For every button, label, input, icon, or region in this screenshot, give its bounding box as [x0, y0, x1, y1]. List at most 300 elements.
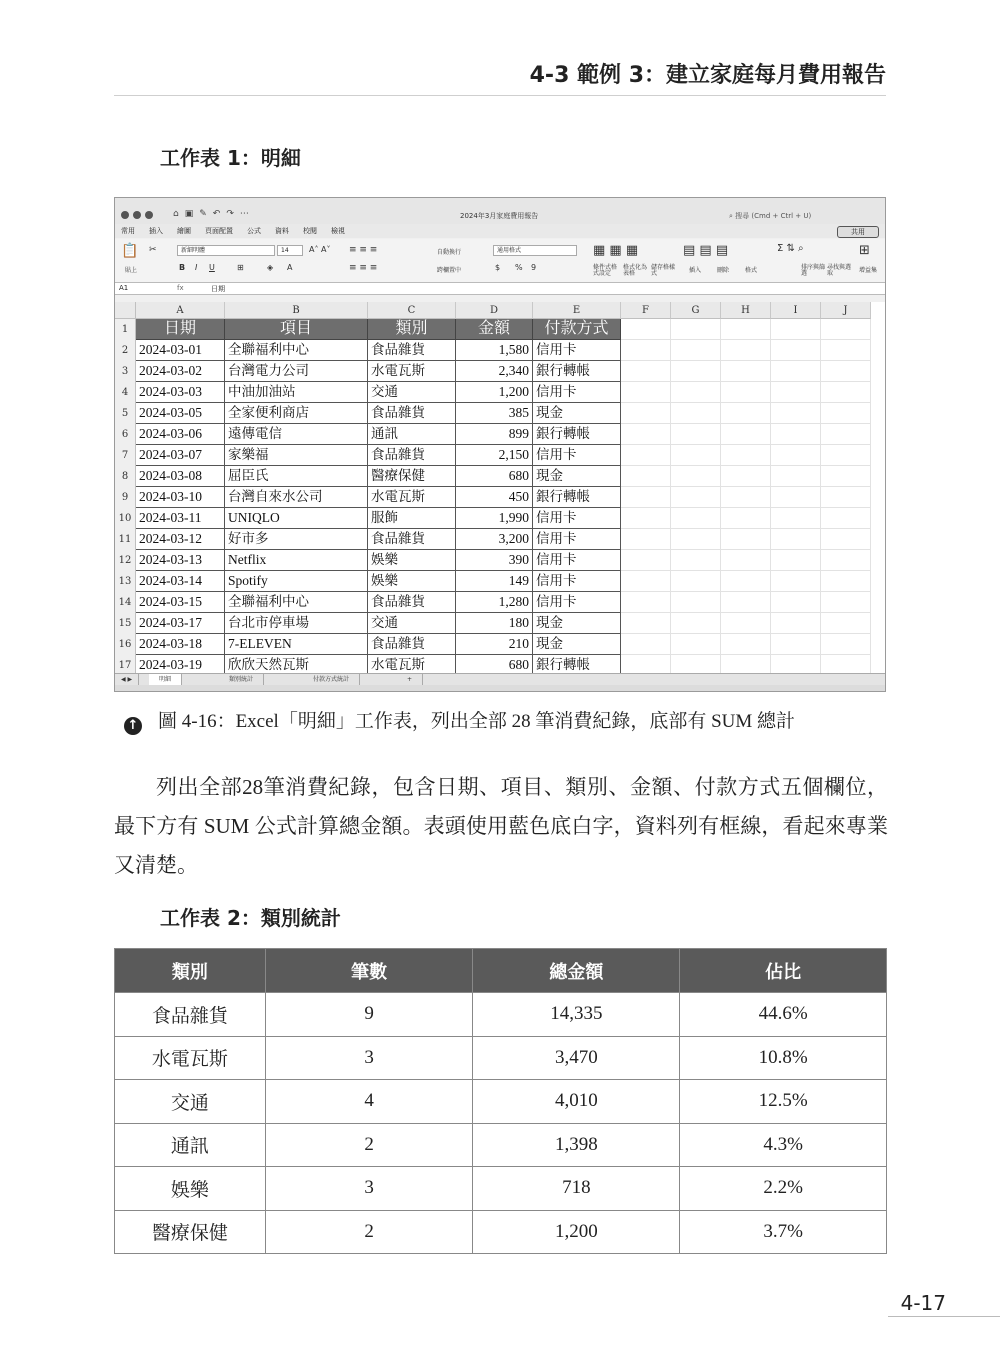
row-header[interactable]: 12: [115, 550, 136, 571]
data-cell[interactable]: 台灣自來水公司: [225, 487, 368, 508]
table-cell: 4.3%: [680, 1123, 887, 1167]
border-icon[interactable]: ⊞: [237, 263, 244, 272]
table-cell: 3: [265, 1167, 473, 1211]
add-sheet-button[interactable]: +: [397, 674, 423, 685]
empty-cell[interactable]: [771, 361, 821, 382]
row-header[interactable]: 10: [115, 508, 136, 529]
empty-cell[interactable]: [821, 424, 871, 445]
empty-cell[interactable]: [771, 634, 821, 655]
empty-cell[interactable]: [821, 550, 871, 571]
data-cell[interactable]: 食品雜貨: [368, 634, 456, 655]
empty-cell[interactable]: [771, 592, 821, 613]
empty-cell[interactable]: [821, 487, 871, 508]
data-cell[interactable]: 現金: [533, 634, 621, 655]
empty-cell[interactable]: [821, 319, 871, 340]
table-cell: 醫療保健: [115, 1210, 266, 1254]
sort-filter-button[interactable]: 排序與篩選: [801, 264, 826, 277]
table-cell: 通訊: [115, 1123, 266, 1167]
empty-cell[interactable]: [771, 445, 821, 466]
empty-cell[interactable]: [721, 340, 771, 361]
data-cell[interactable]: 2024-03-01: [136, 340, 225, 361]
data-cell[interactable]: 2024-03-13: [136, 550, 225, 571]
empty-cell[interactable]: [771, 508, 821, 529]
data-cell[interactable]: 銀行轉帳: [533, 361, 621, 382]
align-top-icon[interactable]: ≡ ≡ ≡: [349, 245, 378, 255]
data-cell[interactable]: 680: [456, 655, 533, 676]
row-header[interactable]: 16: [115, 634, 136, 655]
row-header[interactable]: 14: [115, 592, 136, 613]
data-cell[interactable]: 現金: [533, 466, 621, 487]
table-cell: 4: [265, 1080, 473, 1124]
save-icon[interactable]: ▣: [184, 209, 194, 219]
empty-cell[interactable]: [821, 382, 871, 403]
data-cell[interactable]: 信用卡: [533, 508, 621, 529]
data-cell[interactable]: 家樂福: [225, 445, 368, 466]
column-header: 總金額: [473, 949, 680, 993]
empty-cell[interactable]: [621, 403, 671, 424]
home-icon[interactable]: ⌂: [173, 209, 179, 219]
row-header[interactable]: 7: [115, 445, 136, 466]
cell-style-button[interactable]: 儲存格樣式: [651, 264, 676, 277]
merge-center-button[interactable]: 跨欄置中: [437, 267, 462, 274]
empty-cell[interactable]: [671, 529, 721, 550]
data-cell[interactable]: 食品雜貨: [368, 529, 456, 550]
data-cell[interactable]: 1,280: [456, 592, 533, 613]
data-cell[interactable]: 2024-03-17: [136, 613, 225, 634]
figure-caption: [124, 706, 795, 735]
ribbon-tab[interactable]: 常用: [121, 227, 135, 235]
empty-cell[interactable]: [721, 592, 771, 613]
empty-cell[interactable]: [671, 361, 721, 382]
data-cell[interactable]: 2024-03-10: [136, 487, 225, 508]
data-cell[interactable]: 食品雜貨: [368, 445, 456, 466]
empty-cell[interactable]: [821, 445, 871, 466]
font-size-select[interactable]: 14: [277, 245, 303, 256]
row-header[interactable]: 3: [115, 361, 136, 382]
data-cell[interactable]: 銀行轉帳: [533, 487, 621, 508]
data-cell[interactable]: 2024-03-08: [136, 466, 225, 487]
table-cell: 718: [473, 1167, 680, 1211]
empty-cell[interactable]: [721, 361, 771, 382]
row-header[interactable]: 1: [115, 319, 136, 340]
empty-cell[interactable]: [721, 382, 771, 403]
column-header[interactable]: G: [671, 302, 721, 319]
data-cell[interactable]: 全聯福利中心: [225, 340, 368, 361]
empty-cell[interactable]: [671, 382, 721, 403]
empty-cell[interactable]: [671, 508, 721, 529]
minimize-window-icon[interactable]: [133, 211, 141, 219]
column-header[interactable]: H: [721, 302, 771, 319]
empty-cell[interactable]: [621, 466, 671, 487]
header-rule: [114, 95, 886, 96]
figure-icon: ↑: [124, 717, 142, 735]
data-cell[interactable]: 149: [456, 571, 533, 592]
font-color-icon[interactable]: A: [287, 263, 293, 272]
data-cell[interactable]: 2024-03-06: [136, 424, 225, 445]
empty-cell[interactable]: [721, 445, 771, 466]
empty-cell[interactable]: [671, 319, 721, 340]
data-cell[interactable]: 信用卡: [533, 571, 621, 592]
data-cell[interactable]: 899: [456, 424, 533, 445]
data-cell[interactable]: 2,150: [456, 445, 533, 466]
data-cell[interactable]: 食品雜貨: [368, 340, 456, 361]
row-header[interactable]: 15: [115, 613, 136, 634]
data-cell[interactable]: 2,340: [456, 361, 533, 382]
data-cell[interactable]: 全家便利商店: [225, 403, 368, 424]
table-row: [115, 1036, 887, 1080]
number-format-select[interactable]: 通用格式: [493, 245, 577, 256]
data-cell[interactable]: 2024-03-12: [136, 529, 225, 550]
data-cell[interactable]: 2024-03-05: [136, 403, 225, 424]
empty-cell[interactable]: [671, 340, 721, 361]
percent-button[interactable]: %: [515, 263, 523, 272]
table-cell: 1,200: [473, 1210, 680, 1254]
data-cell[interactable]: 180: [456, 613, 533, 634]
data-cell[interactable]: 1,200: [456, 382, 533, 403]
ribbon-tab[interactable]: 校閱: [303, 227, 317, 235]
data-cell[interactable]: 台北市停車場: [225, 613, 368, 634]
empty-cell[interactable]: [771, 382, 821, 403]
bold-icon[interactable]: B: [179, 263, 186, 272]
close-window-icon[interactable]: [121, 211, 129, 219]
data-cell[interactable]: 210: [456, 634, 533, 655]
empty-cell[interactable]: [771, 487, 821, 508]
data-cell[interactable]: 交通: [368, 613, 456, 634]
format-table-button[interactable]: 格式化為表格: [623, 264, 648, 277]
empty-cell[interactable]: [621, 445, 671, 466]
table-row: [136, 487, 886, 508]
table-cell: 10.8%: [680, 1036, 887, 1080]
row-header[interactable]: 4: [115, 382, 136, 403]
data-cell[interactable]: 現金: [533, 613, 621, 634]
empty-cell[interactable]: [671, 487, 721, 508]
column-header[interactable]: I: [771, 302, 821, 319]
empty-cell[interactable]: [771, 466, 821, 487]
data-cell[interactable]: 水電瓦斯: [368, 361, 456, 382]
empty-cell[interactable]: [771, 340, 821, 361]
sheet-tabs: [115, 673, 885, 685]
row-header[interactable]: 6: [115, 424, 136, 445]
row-header[interactable]: 8: [115, 466, 136, 487]
sheet-tab[interactable]: 付款方式統計: [303, 674, 360, 685]
conditional-format-icon[interactable]: ▦ ▦ ▦: [593, 243, 639, 258]
header-cell[interactable]: 日期: [136, 319, 225, 340]
ribbon-tabs: [115, 224, 885, 238]
font-size-up-icon[interactable]: A˄ A˅: [309, 245, 331, 254]
category-stats-table: [114, 948, 887, 1254]
name-box[interactable]: A1: [119, 284, 129, 292]
data-cell[interactable]: 2024-03-07: [136, 445, 225, 466]
cells-icon[interactable]: ▤ ▤ ▤: [683, 243, 729, 258]
empty-cell[interactable]: [771, 529, 821, 550]
wrap-text-button[interactable]: 自動換行: [437, 249, 462, 256]
ribbon-tab[interactable]: 插入: [149, 227, 163, 235]
data-cell[interactable]: 2024-03-11: [136, 508, 225, 529]
table-row: [136, 634, 886, 655]
data-cell[interactable]: 食品雜貨: [368, 592, 456, 613]
empty-cell[interactable]: [621, 361, 671, 382]
empty-cell[interactable]: [621, 382, 671, 403]
empty-cell[interactable]: [821, 403, 871, 424]
column-header[interactable]: D: [456, 302, 533, 319]
empty-cell[interactable]: [671, 466, 721, 487]
data-cell[interactable]: 水電瓦斯: [368, 655, 456, 676]
empty-cell[interactable]: [721, 550, 771, 571]
insert-button[interactable]: 插入: [689, 267, 702, 274]
column-header[interactable]: J: [821, 302, 871, 319]
delete-button[interactable]: 刪除: [717, 267, 730, 274]
ribbon-tab[interactable]: 檢視: [331, 227, 345, 235]
sheet-tab[interactable]: 類別統計: [219, 674, 264, 685]
search-placeholder: 搜尋 (Cmd + Ctrl + U): [735, 212, 812, 220]
table-cell: 44.6%: [680, 993, 887, 1037]
comma-button[interactable]: 9: [531, 263, 537, 272]
more-icon[interactable]: ⋯: [239, 209, 249, 219]
data-cell[interactable]: 交通: [368, 382, 456, 403]
row-header[interactable]: 11: [115, 529, 136, 550]
empty-cell[interactable]: [721, 403, 771, 424]
empty-cell[interactable]: [821, 613, 871, 634]
row-header[interactable]: 9: [115, 487, 136, 508]
table-row: [136, 403, 886, 424]
data-cell[interactable]: 銀行轉帳: [533, 424, 621, 445]
empty-cell[interactable]: [771, 403, 821, 424]
data-cell[interactable]: 信用卡: [533, 550, 621, 571]
data-cell[interactable]: 水電瓦斯: [368, 487, 456, 508]
table-row: [136, 571, 886, 592]
empty-cell[interactable]: [771, 424, 821, 445]
empty-cell[interactable]: [821, 634, 871, 655]
data-cell[interactable]: 銀行轉帳: [533, 655, 621, 676]
sheet-header-row: [136, 319, 886, 340]
sheet-nav-arrows-icon[interactable]: ◀ ▶: [115, 674, 139, 685]
data-cell[interactable]: 全聯福利中心: [225, 592, 368, 613]
empty-cell[interactable]: [671, 403, 721, 424]
share-button[interactable]: 共用: [837, 226, 879, 238]
data-cell[interactable]: 食品雜貨: [368, 403, 456, 424]
empty-cell[interactable]: [721, 613, 771, 634]
empty-cell[interactable]: [621, 340, 671, 361]
table-row: [115, 1210, 887, 1254]
empty-cell[interactable]: [671, 634, 721, 655]
currency-button[interactable]: $: [495, 263, 501, 272]
empty-cell[interactable]: [621, 571, 671, 592]
table-row: [136, 550, 886, 571]
running-header: 4-3 範例 3：建立家庭每月費用報告: [529, 63, 886, 88]
empty-cell[interactable]: [821, 466, 871, 487]
redo-icon[interactable]: ↷: [226, 209, 234, 219]
column-header[interactable]: C: [368, 302, 456, 319]
format-button[interactable]: 格式: [745, 267, 758, 274]
column-header[interactable]: F: [621, 302, 671, 319]
data-cell[interactable]: 通訊: [368, 424, 456, 445]
paste-label: 貼上: [125, 267, 138, 274]
row-header[interactable]: 5: [115, 403, 136, 424]
data-cell[interactable]: 信用卡: [533, 445, 621, 466]
data-cell[interactable]: 385: [456, 403, 533, 424]
sheet-tab[interactable]: 明細: [149, 674, 182, 685]
ribbon-tab[interactable]: 繪圖: [177, 227, 191, 235]
row-header[interactable]: 17: [115, 655, 136, 676]
empty-cell[interactable]: [621, 550, 671, 571]
data-cell[interactable]: 信用卡: [533, 592, 621, 613]
window-controls[interactable]: [121, 211, 153, 219]
empty-cell[interactable]: [621, 634, 671, 655]
table-row: [136, 445, 886, 466]
data-cell[interactable]: 信用卡: [533, 382, 621, 403]
table-row: [115, 1167, 887, 1211]
empty-cell[interactable]: [671, 424, 721, 445]
empty-cell[interactable]: [721, 508, 771, 529]
column-header[interactable]: E: [533, 302, 621, 319]
paste-icon[interactable]: 📋: [121, 243, 139, 259]
data-cell[interactable]: Spotify: [225, 571, 368, 592]
column-header: 類別: [115, 949, 266, 993]
data-cell[interactable]: 1,580: [456, 340, 533, 361]
data-cell[interactable]: Netflix: [225, 550, 368, 571]
conditional-format-button[interactable]: 條件式格式設定: [593, 264, 618, 277]
data-cell[interactable]: 2024-03-19: [136, 655, 225, 676]
table-cell: 食品雜貨: [115, 993, 266, 1037]
data-cell[interactable]: 遠傳電信: [225, 424, 368, 445]
empty-cell[interactable]: [771, 319, 821, 340]
data-cell[interactable]: 680: [456, 466, 533, 487]
table-cell: 14,335: [473, 993, 680, 1037]
empty-cell[interactable]: [621, 487, 671, 508]
italic-icon[interactable]: I: [195, 263, 198, 272]
empty-cell[interactable]: [621, 319, 671, 340]
row-header[interactable]: 13: [115, 571, 136, 592]
empty-cell[interactable]: [671, 592, 721, 613]
empty-cell[interactable]: [721, 634, 771, 655]
table-row: [115, 1080, 887, 1124]
data-cell[interactable]: 信用卡: [533, 529, 621, 550]
align-left-icon[interactable]: ≡ ≡ ≡: [349, 263, 378, 273]
table-cell: 3: [265, 1036, 473, 1080]
empty-cell[interactable]: [671, 571, 721, 592]
empty-cell[interactable]: [721, 466, 771, 487]
header-cell[interactable]: 類別: [368, 319, 456, 340]
empty-cell[interactable]: [721, 424, 771, 445]
ribbon-tab[interactable]: 頁面配置: [205, 227, 233, 235]
row-header[interactable]: 2: [115, 340, 136, 361]
underline-icon[interactable]: U: [209, 263, 215, 272]
undo-icon[interactable]: ↶: [212, 209, 221, 219]
data-cell[interactable]: 450: [456, 487, 533, 508]
empty-cell[interactable]: [821, 508, 871, 529]
table-row: [115, 1123, 887, 1167]
empty-cell[interactable]: [621, 613, 671, 634]
empty-cell[interactable]: [771, 613, 821, 634]
data-cell[interactable]: 1,990: [456, 508, 533, 529]
function-icon[interactable]: fx: [177, 284, 184, 292]
table-cell: 12.5%: [680, 1080, 887, 1124]
empty-cell[interactable]: [771, 571, 821, 592]
header-cell[interactable]: 項目: [225, 319, 368, 340]
autosum-icon[interactable]: Σ ⇅ ⌕: [777, 243, 804, 254]
empty-cell[interactable]: [671, 550, 721, 571]
data-cell[interactable]: 390: [456, 550, 533, 571]
spreadsheet-grid: [115, 302, 885, 673]
find-select-button[interactable]: 尋找與選取: [827, 264, 852, 277]
ribbon-tab[interactable]: 公式: [247, 227, 261, 235]
zoom-window-icon[interactable]: [145, 211, 153, 219]
data-cell[interactable]: 2024-03-03: [136, 382, 225, 403]
window-titlebar: [115, 198, 885, 224]
cut-icon[interactable]: ✂: [149, 245, 157, 255]
column-header[interactable]: A: [136, 302, 225, 319]
data-cell[interactable]: 3,200: [456, 529, 533, 550]
fill-color-icon[interactable]: ◈: [267, 263, 274, 272]
column-header[interactable]: B: [225, 302, 368, 319]
caption-text: 圖 4-16：Excel「明細」工作表，列出全部 28 筆消費紀錄，底部有 SUM 總計: [158, 711, 796, 732]
empty-cell[interactable]: [721, 571, 771, 592]
search-icon: ⌕: [729, 212, 733, 220]
table-cell: 9: [265, 993, 473, 1037]
data-cell[interactable]: 2024-03-18: [136, 634, 225, 655]
empty-cell[interactable]: [621, 529, 671, 550]
data-cell[interactable]: 好市多: [225, 529, 368, 550]
data-cell[interactable]: 屈臣氏: [225, 466, 368, 487]
data-cell[interactable]: 2024-03-14: [136, 571, 225, 592]
data-cell[interactable]: 2024-03-02: [136, 361, 225, 382]
empty-cell[interactable]: [821, 529, 871, 550]
select-all-corner[interactable]: [115, 302, 136, 319]
data-cell[interactable]: 信用卡: [533, 340, 621, 361]
font-name-select[interactable]: 新細明體: [177, 245, 275, 256]
data-cell[interactable]: 7-ELEVEN: [225, 634, 368, 655]
addins-button[interactable]: 增益集: [859, 267, 878, 274]
empty-cell[interactable]: [671, 445, 721, 466]
empty-cell[interactable]: [821, 592, 871, 613]
data-cell[interactable]: 醫療保健: [368, 466, 456, 487]
empty-cell[interactable]: [621, 592, 671, 613]
empty-cell[interactable]: [771, 550, 821, 571]
header-cell[interactable]: 付款方式: [533, 319, 621, 340]
empty-cell[interactable]: [721, 487, 771, 508]
data-cell[interactable]: 中油加油站: [225, 382, 368, 403]
table-row: [136, 361, 886, 382]
ribbon-tab[interactable]: 資料: [275, 227, 289, 235]
table-cell: 3,470: [473, 1036, 680, 1080]
data-cell[interactable]: 台灣電力公司: [225, 361, 368, 382]
formula-input[interactable]: 日期: [211, 285, 225, 293]
empty-cell[interactable]: [621, 508, 671, 529]
empty-cell[interactable]: [821, 340, 871, 361]
empty-cell[interactable]: [621, 424, 671, 445]
data-cell[interactable]: 現金: [533, 403, 621, 424]
data-cell[interactable]: 2024-03-15: [136, 592, 225, 613]
table-row: [136, 466, 886, 487]
empty-cell[interactable]: [821, 571, 871, 592]
search-box[interactable]: [729, 211, 811, 221]
header-cell[interactable]: 金額: [456, 319, 533, 340]
empty-cell[interactable]: [721, 319, 771, 340]
data-cell[interactable]: 娛樂: [368, 550, 456, 571]
empty-cell[interactable]: [671, 613, 721, 634]
data-cell[interactable]: UNIQLO: [225, 508, 368, 529]
addins-icon[interactable]: ⊞: [859, 243, 870, 258]
table-row: [136, 529, 886, 550]
table-row: [115, 993, 887, 1037]
empty-cell[interactable]: [721, 529, 771, 550]
table-row: [136, 613, 886, 634]
data-cell[interactable]: 欣欣天然瓦斯: [225, 655, 368, 676]
data-cell[interactable]: 服飾: [368, 508, 456, 529]
empty-cell[interactable]: [821, 361, 871, 382]
data-cell[interactable]: 娛樂: [368, 571, 456, 592]
edit-icon[interactable]: ✎: [199, 209, 207, 219]
